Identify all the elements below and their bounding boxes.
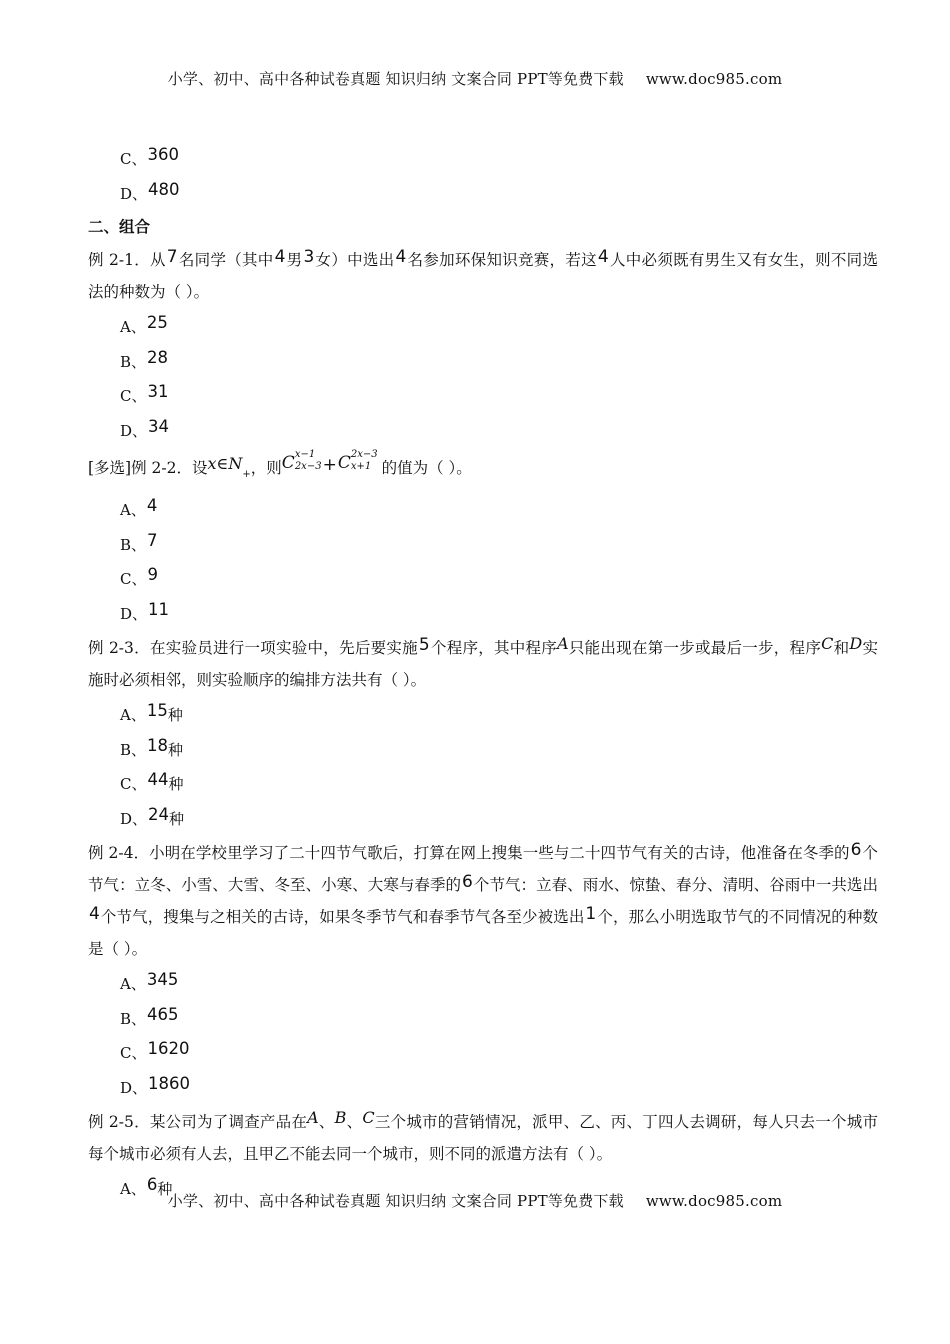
option-a: A、4: [120, 496, 158, 520]
question-number: 例 2-5．: [88, 1113, 150, 1132]
combination-2-indices: 2x−3 x+1: [350, 449, 378, 472]
option-a: A、15种: [120, 701, 183, 725]
option-b: B、28: [120, 347, 169, 371]
prev-question-options: [88, 142, 878, 211]
option-d: D、480: [120, 179, 180, 203]
option-c: C、44种: [120, 770, 184, 794]
option-a: A、6种: [120, 1175, 173, 1199]
option-c: C、9: [120, 565, 158, 589]
page-footer: [0, 1190, 950, 1211]
header-url[interactable]: www.doc985.com: [645, 70, 783, 88]
option-c: C、1620: [120, 1039, 190, 1063]
option-c: C、31: [120, 382, 169, 405]
header-text: 小学、初中、高中各种试卷真题 知识归纳 文案合同 PPT等免费下载: [167, 70, 624, 88]
option-d: D、11: [120, 599, 170, 623]
section-title: 二、组合: [88, 217, 151, 236]
combination-2: C: [337, 453, 351, 473]
combination-1-indices: x−1 2x−3: [294, 449, 322, 472]
question-number: 例 2-4．: [88, 844, 150, 863]
question-number: 例 2-2．: [131, 459, 192, 477]
question-2-2: [多选]例 2-2．设$x\in N_+$，则C x−1 2x−3 +C 2x−3 x+1 的值为（ ）。: [88, 449, 472, 481]
option-a: A、25: [120, 313, 168, 336]
question-2-3: 例 2-3．在实验员进行一项实验中，先后要实施5个程序，其中程序A只能出现在第一步或最后一步，程序C和D实施时必须相邻，则实验顺序的编排方法共有（ ）。: [88, 634, 878, 690]
option-d: D、1860: [120, 1073, 191, 1097]
combination-1: C: [281, 453, 295, 473]
option-d: D、34: [120, 416, 170, 440]
option-b: B、18种: [120, 735, 184, 759]
document-body: [88, 142, 878, 1207]
option-a: A、345: [120, 970, 179, 994]
question-2-1: 例 2-1．从7名同学（其中4男3女）中选出4名参加环保知识竞赛，若这4人中必须既有男生又有女生，则不同选法的种数为（ ）。: [88, 247, 878, 301]
option-b: B、465: [120, 1004, 179, 1028]
question-tag: [多选]: [88, 459, 132, 477]
option-b: B、7: [120, 530, 158, 554]
question-number: 例 2-3．: [88, 639, 150, 658]
page-header: [0, 68, 950, 89]
footer-url[interactable]: www.doc985.com: [645, 1192, 783, 1210]
question-2-4: 例 2-4．小明在学校里学习了二十四节气歌后，打算在网上搜集一些与二十四节气有关的古诗，他准备在冬季的6个节气：立冬、小雪、大雪、冬至、小寒、大寒与春季的6个节气：立春、雨水、惊蛰、春分、清明、谷雨中一共选出4个节气，搜集与之相关的古诗，如果冬季节气和春季节气各至少被选出1个，那么小明选取节气的不同情况的种数是（ ）。: [88, 840, 878, 959]
option-c: C、360: [120, 145, 179, 168]
option-d: D、24种: [120, 804, 185, 828]
footer-text: 小学、初中、高中各种试卷真题 知识归纳 文案合同 PPT等免费下载: [167, 1192, 624, 1210]
question-number: 例 2-1．: [88, 251, 150, 269]
question-2-5: 例 2-5．某公司为了调查产品在A、B、C三个城市的营销情况，派甲、乙、丙、丁四人去调研，每人只去一个城市每个城市必须有人去，且甲乙不能去同一个城市，则不同的派遣方法有（ ）。: [88, 1108, 878, 1164]
set-expression: x∈N: [207, 454, 243, 473]
